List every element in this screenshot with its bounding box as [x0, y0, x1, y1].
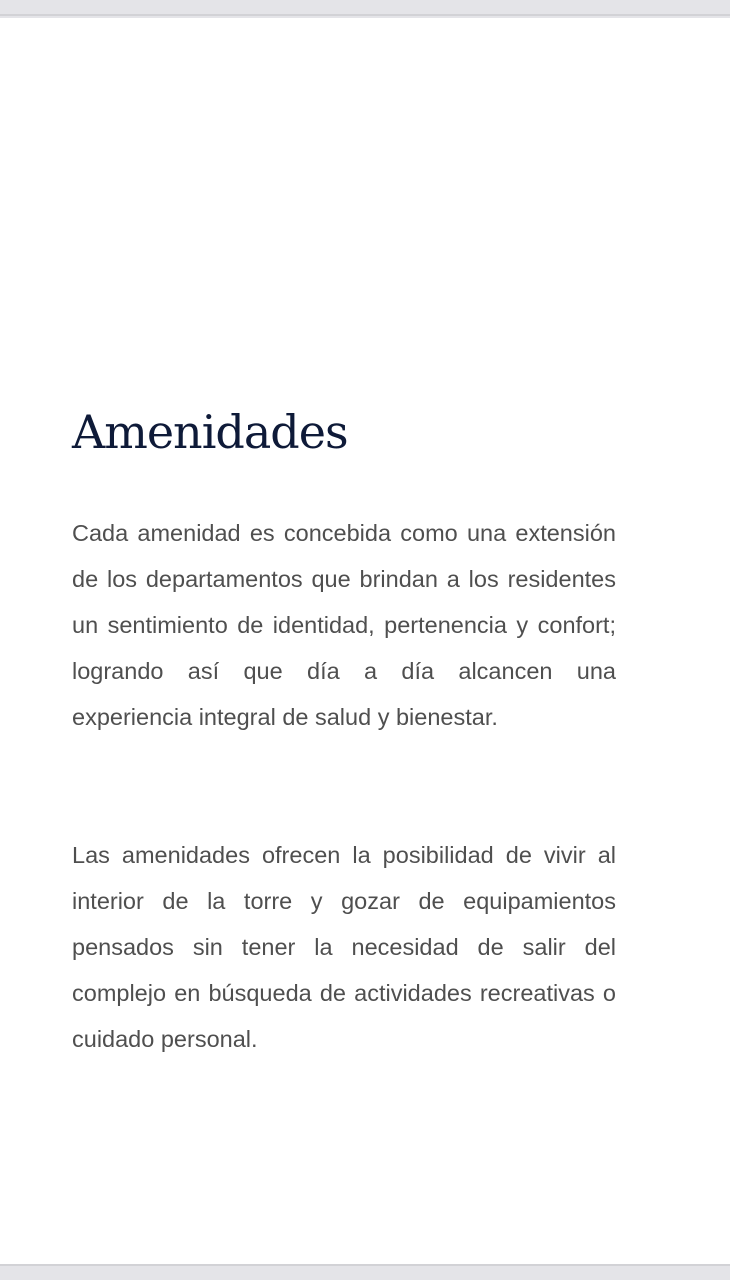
top-frame-bar	[0, 0, 730, 16]
second-paragraph: Las amenidades ofrecen la posibilidad de vivir al interior de la torre y gozar de equipamientos pensados sin tener la necesidad de salir del complejo en búsqueda de actividades recreativas o cuidado personal.	[72, 842, 616, 1052]
bottom-frame-bar	[0, 1264, 730, 1280]
intro-paragraph: Cada amenidad es concebida como una extensión de los departamentos que brindan a los residentes un sentimiento de identidad, pertenencia y confort; logrando así que día a día alcancen una experiencia integral de salud y bienestar.	[72, 520, 616, 730]
page-title: Amenidades	[72, 405, 348, 459]
document-page[interactable]	[0, 18, 730, 1264]
